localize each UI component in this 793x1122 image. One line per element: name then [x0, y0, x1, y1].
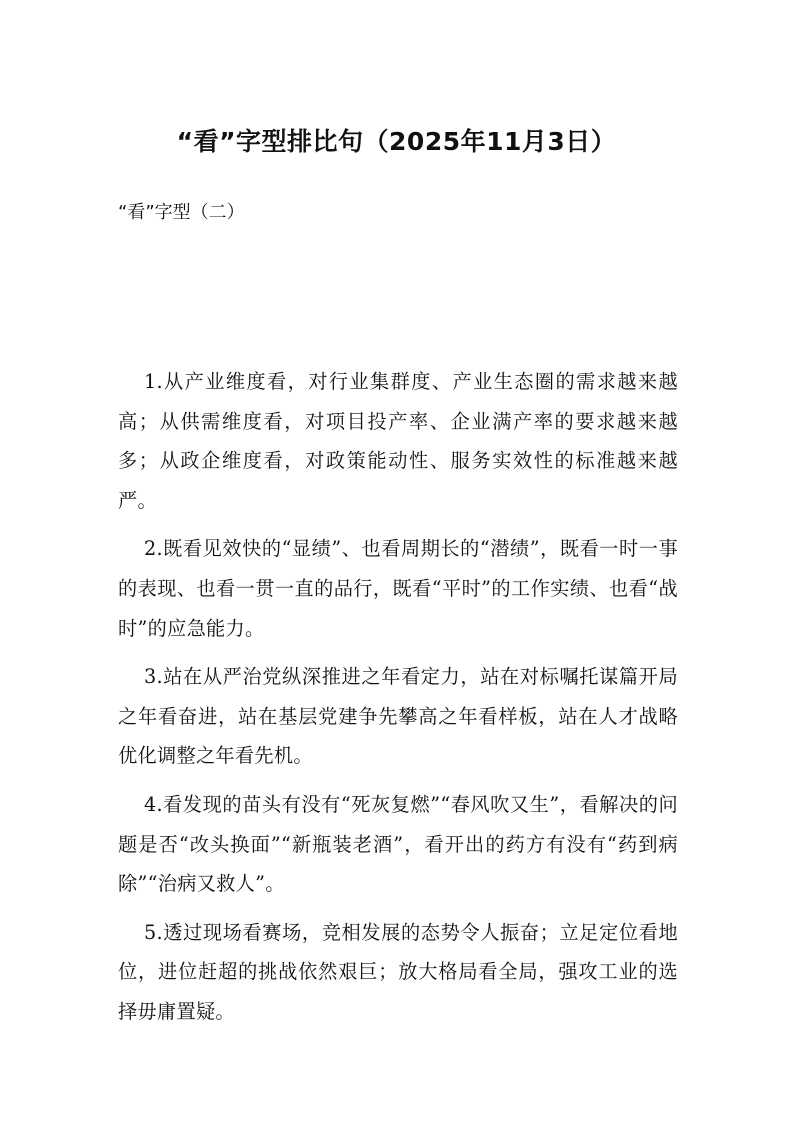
document-subtitle: “看”字型（二） [118, 202, 245, 223]
paragraph-2: 2.既看见效快的“显绩”、也看周期长的“潜绩”，既看一时一事的表现、也看一贯一直的品行，既看“平时”的工作实绩、也看“战时”的应急能力。 [118, 537, 678, 640]
paragraph-5: 5.透过现场看赛场，竞相发展的态势令人振奋；立足定位看地位，进位赶超的挑战依然艰巨；放大格局看全局，强攻工业的选择毋庸置疑。 [118, 920, 678, 1023]
paragraph-3: 3.站在从严治党纵深推进之年看定力，站在对标嘱托谋篇开局之年看奋进，站在基层党建争先攀高之年看样板，站在人才战略优化调整之年看先机。 [118, 665, 678, 768]
document-title: “看”字型排比句（2025年11月3日） [176, 127, 617, 156]
paragraph-4: 4.看发现的苗头有没有“死灰复燃”“春风吹又生”，看解决的问题是否“改头换面”“新瓶装老酒”，看开出的药方有没有“药到病除”“治病又救人”。 [118, 792, 678, 896]
document-body [118, 362, 678, 1041]
paragraph-1: 1.从产业维度看，对行业集群度、产业生态圈的需求越来越高；从供需维度看，对项目投产率、企业满产率的要求越来越多；从政企维度看，对政策能动性、服务实效性的标准越来越严。 [118, 370, 678, 512]
